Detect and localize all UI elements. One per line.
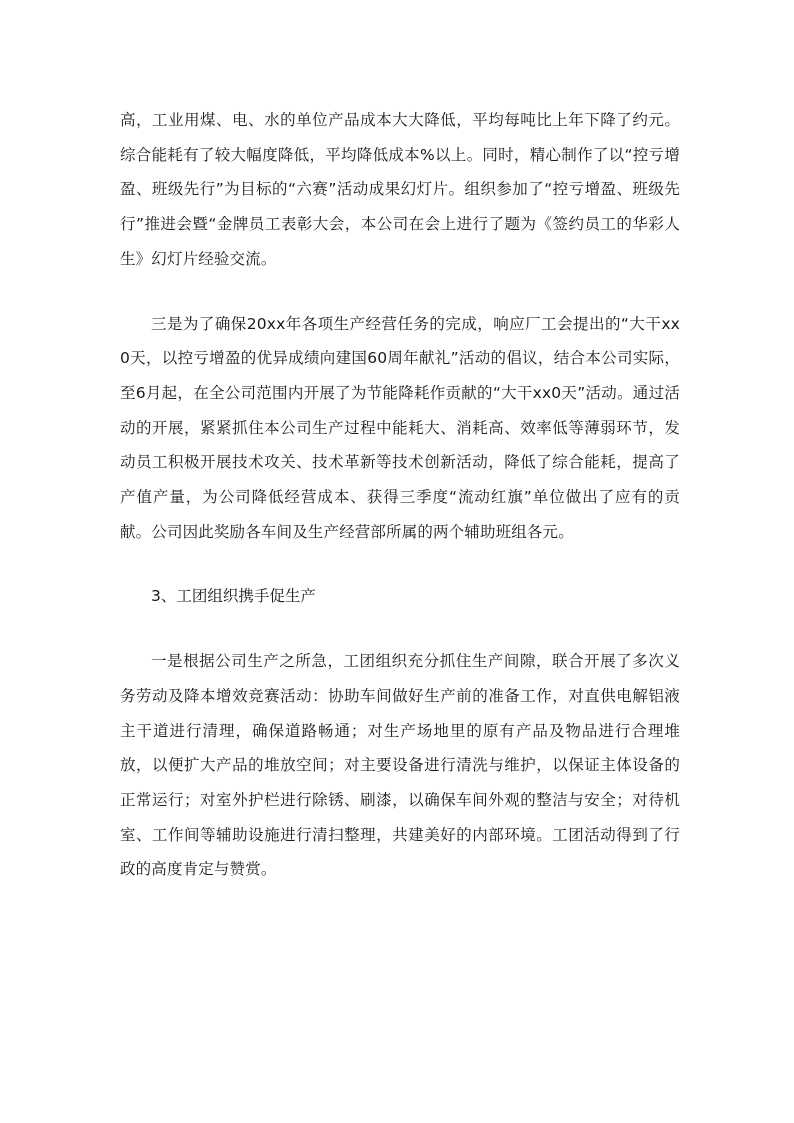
paragraph-continuation: 高，工业用煤、电、水的单位产品成本大大降低，平均每吨比上年下降了约元。综合能耗有了较大幅度降低，平均降低成本%以上。同时，精心制作了以“控亏增盈、班级先行”为目标的“六赛”活动成果幻灯片。组织参加了“控亏增盈、班级先行”推进会暨“金牌员工表彰大会，本公司在会上进行了题为《签约员工的华彩人生》幻灯片经验交流。	[120, 111, 680, 268]
paragraph-spacer	[120, 614, 680, 644]
paragraph-third-point: 三是为了确保20xx年各项生产经营任务的完成，响应厂工会提出的“大干xx0天，以控亏增盈的优异成绩向建国60周年献礼”活动的倡议，结合本公司实际，至6月起，在全公司范围内开展了为节能降耗作贡献的“大干xx0天”活动。通过活动的开展，紧紧抓住本公司生产过程中能耗大、消耗高、效率低等薄弱环节，发动员工积极开展技术攻关、技术革新等技术创新活动，降低了综合能耗，提高了产值产量，为公司降低经营成本、获得三季度“流动红旗”单位做出了应有的贡献。公司因此奖励各车间及生产经营部所属的两个辅助班组各元。	[120, 314, 680, 541]
paragraph-spacer	[120, 549, 680, 579]
paragraph-first-point: 一是根据公司生产之所急，工团组织充分抓住生产间隙，联合开展了多次义务劳动及降本增效竞赛活动：协助车间做好生产前的准备工作，对直供电解铝液主干道进行清理，确保道路畅通；对生产场地里的原有产品及物品进行合理堆放，以便扩大产品的堆放空间；对主要设备进行清洗与维护，以保证主体设备的正常运行；对室外护栏进行除锈、刷漆，以确保车间外观的整洁与安全；对待机室、工作间等辅助设施进行清扫整理，共建美好的内部环境。工团活动得到了行政的高度肯定与赞赏。	[120, 652, 680, 879]
document-body	[120, 103, 680, 887]
paragraph-spacer	[120, 277, 680, 307]
section-heading: 3、工团组织携手促生产	[151, 587, 316, 606]
